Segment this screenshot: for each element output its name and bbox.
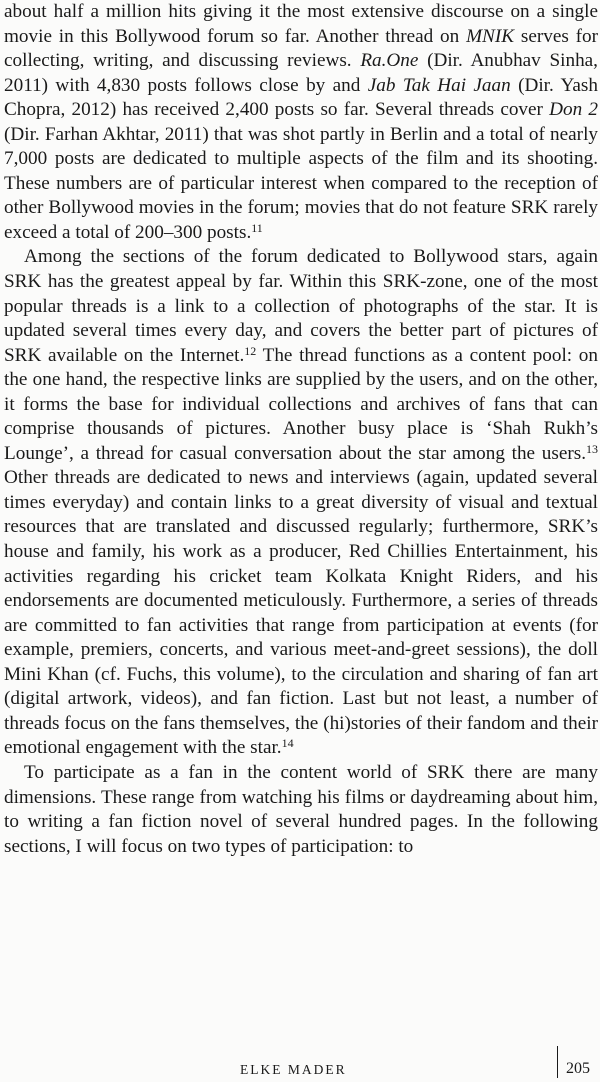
- text-run: To participate as a fan in the content world of SRK there are many dimensions. These range from watching his films or daydreaming about him, to writing a fan fiction novel of several hundred pages. In the following sections, I will focus on two types of participation: to: [4, 761, 598, 857]
- footnote-ref: 12: [244, 343, 257, 358]
- italic-title: Don 2: [549, 99, 599, 121]
- paragraph: [4, 0, 598, 245]
- footnote-ref: 13: [586, 441, 598, 456]
- footnote-ref: 14: [281, 736, 294, 751]
- text-run: (Dir. Yash Chopra, 2012) has received 2,400 posts so far. Several threads cover: [4, 74, 598, 121]
- footnote-ref: 11: [251, 220, 263, 235]
- italic-title: MNIK: [466, 25, 515, 47]
- text-run: Among the sections of the forum dedicated to Bollywood stars, again SRK has the greatest appeal by far. Within this SRK-zone, one of the most popular threads is a link to a collection of photographs of the star. It is updated several times every day, and covers the better part of pictures of SRK available on the Internet.: [4, 246, 598, 366]
- text-run: (Dir. Anubhav Sinha, 2011) with 4,830 posts follows close by and: [4, 50, 598, 96]
- text-run: The thread functions as a content pool: on the one hand, the respective links are supplied by the users, and on the other, it forms the base for individual collections and archives of fans that can comprise thousands of pictures. Another busy place is ‘Shah Rukh’s Lounge’, a thread for casual conversation about the star among the users.: [4, 344, 598, 464]
- paragraph: [4, 245, 598, 760]
- running-footer-author: ELKE MADER: [240, 1062, 347, 1077]
- text-run: about half a million hits giving it the most extensive discourse on a single movie in this Bollywood forum so far. Another thread on: [4, 1, 598, 47]
- text-run: Other threads are dedicated to news and interviews (again, updated several times everyday) and contain links to a great diversity of visual and textual resources that are translated and discussed regularly; furthermore, SRK’s house and family, his work as a producer, Red Chillies Entertainment, his activities regarding his cricket team Kolkata Knight Riders, and his endorsements are documented meticulously. Furthermore, a series of threads are committed to fan activities that range from participation at events (for example, premiers, concerts, and various meet-and-greet sessions), the doll Mini Khan (cf. Fuchs, this volume), to the circulation and sharing of fan art (digital artwork, videos), and fan fiction. Last but not least, a number of threads focus on the fans themselves, the (hi)stories of their fandom and their emotional engagement with the star.: [4, 467, 598, 759]
- footer-divider: [557, 1046, 558, 1078]
- italic-title: Jab Tak Hai Jaan: [367, 74, 511, 96]
- text-run: serves for collecting, writing, and discussing reviews.: [4, 25, 599, 72]
- text-run: (Dir. Farhan Akhtar, 2011) that was shot partly in Berlin and a total of nearly 7,000 posts are dedicated to multiple aspects of the film and its shooting. These numbers are of particular interest when compared to the reception of other Bollywood movies in the forum; movies that do not feature SRK rarely exceed a total of 200–300 posts.: [4, 123, 598, 243]
- body-text: [4, 0, 598, 859]
- italic-title: Ra.One: [360, 50, 419, 72]
- paragraph: [4, 761, 598, 859]
- page-footer: [0, 1060, 600, 1084]
- page-number: 205: [566, 1060, 590, 1077]
